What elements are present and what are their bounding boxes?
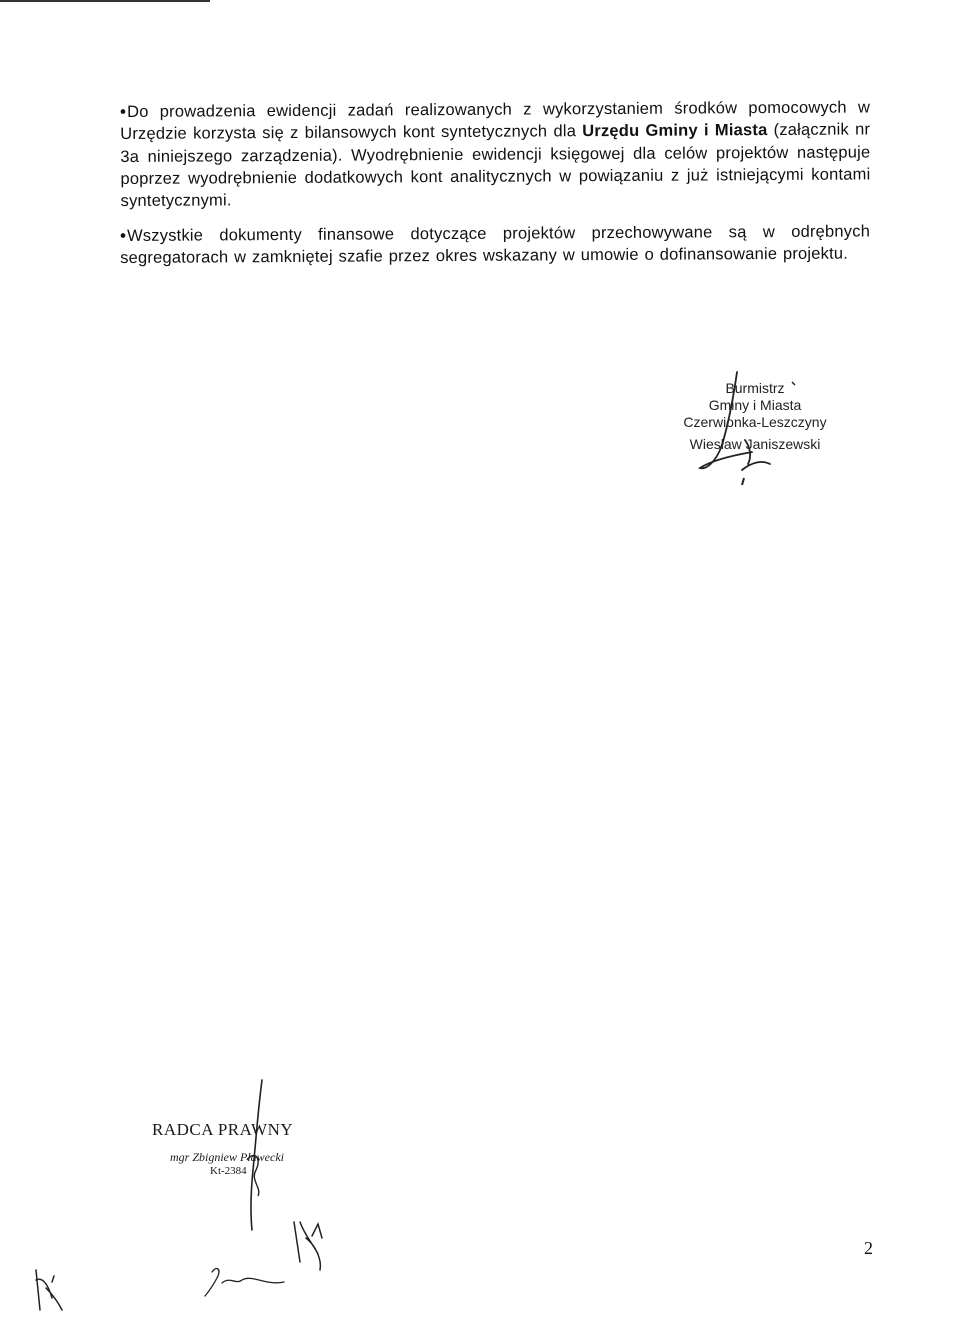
bullet-marker: • bbox=[120, 102, 127, 121]
mayor-stamp-municipality: Czerwionka-Leszczyny bbox=[683, 414, 827, 430]
bold-institution-name: Urzędu Gminy i Miasta bbox=[582, 121, 768, 141]
paragraph-text: Do prowadzenia ewidencji zadań realizowanych z wykorzystaniem środków pomocowych w Urzędzie korzysta się z bilansowych kont syntetycznych dla bbox=[120, 98, 871, 144]
legal-stamp-name: mgr Zbigniew Pławecki bbox=[170, 1150, 284, 1164]
bullet-marker: • bbox=[120, 226, 127, 245]
legal-stamp-title: RADCA PRAWNY bbox=[152, 1120, 294, 1139]
mayor-stamp bbox=[650, 380, 860, 453]
initials-signature-right bbox=[294, 1222, 322, 1270]
top-rule bbox=[0, 0, 210, 2]
legal-advisor-stamp bbox=[152, 1120, 352, 1177]
legal-stamp-number: Kt-2384 bbox=[210, 1165, 247, 1177]
paragraph-text-continued: (załącznik nr 3a niniejszego zarządzenia). Wyodrębnienie ewidencji księgowej dla celów projektów następuje poprzez wyodrębnienie dodatkowych kont analitycznych w powiązaniu z już istniejącymi kontami syntetycznymi. bbox=[120, 120, 871, 211]
mayor-signature-mark bbox=[742, 478, 744, 485]
initials-signature-left bbox=[205, 1269, 284, 1296]
paragraph-documents bbox=[120, 220, 870, 269]
corner-initials bbox=[36, 1270, 62, 1310]
mayor-stamp-name: Wiesław Janiszewski bbox=[689, 436, 821, 452]
paragraph-text: Wszystkie dokumenty finansowe dotyczące projektów przechowywane są w odrębnych segregatorach w zamkniętej szafie przez okres wskazany w umowie o dofinansowanie projektu. bbox=[120, 222, 871, 268]
mayor-stamp-title: Burmistrz bbox=[725, 380, 785, 396]
page-number: 2 bbox=[864, 1238, 873, 1258]
paragraph-accounting bbox=[120, 96, 871, 212]
mayor-stamp-office: Gminy i Miasta bbox=[708, 397, 802, 413]
